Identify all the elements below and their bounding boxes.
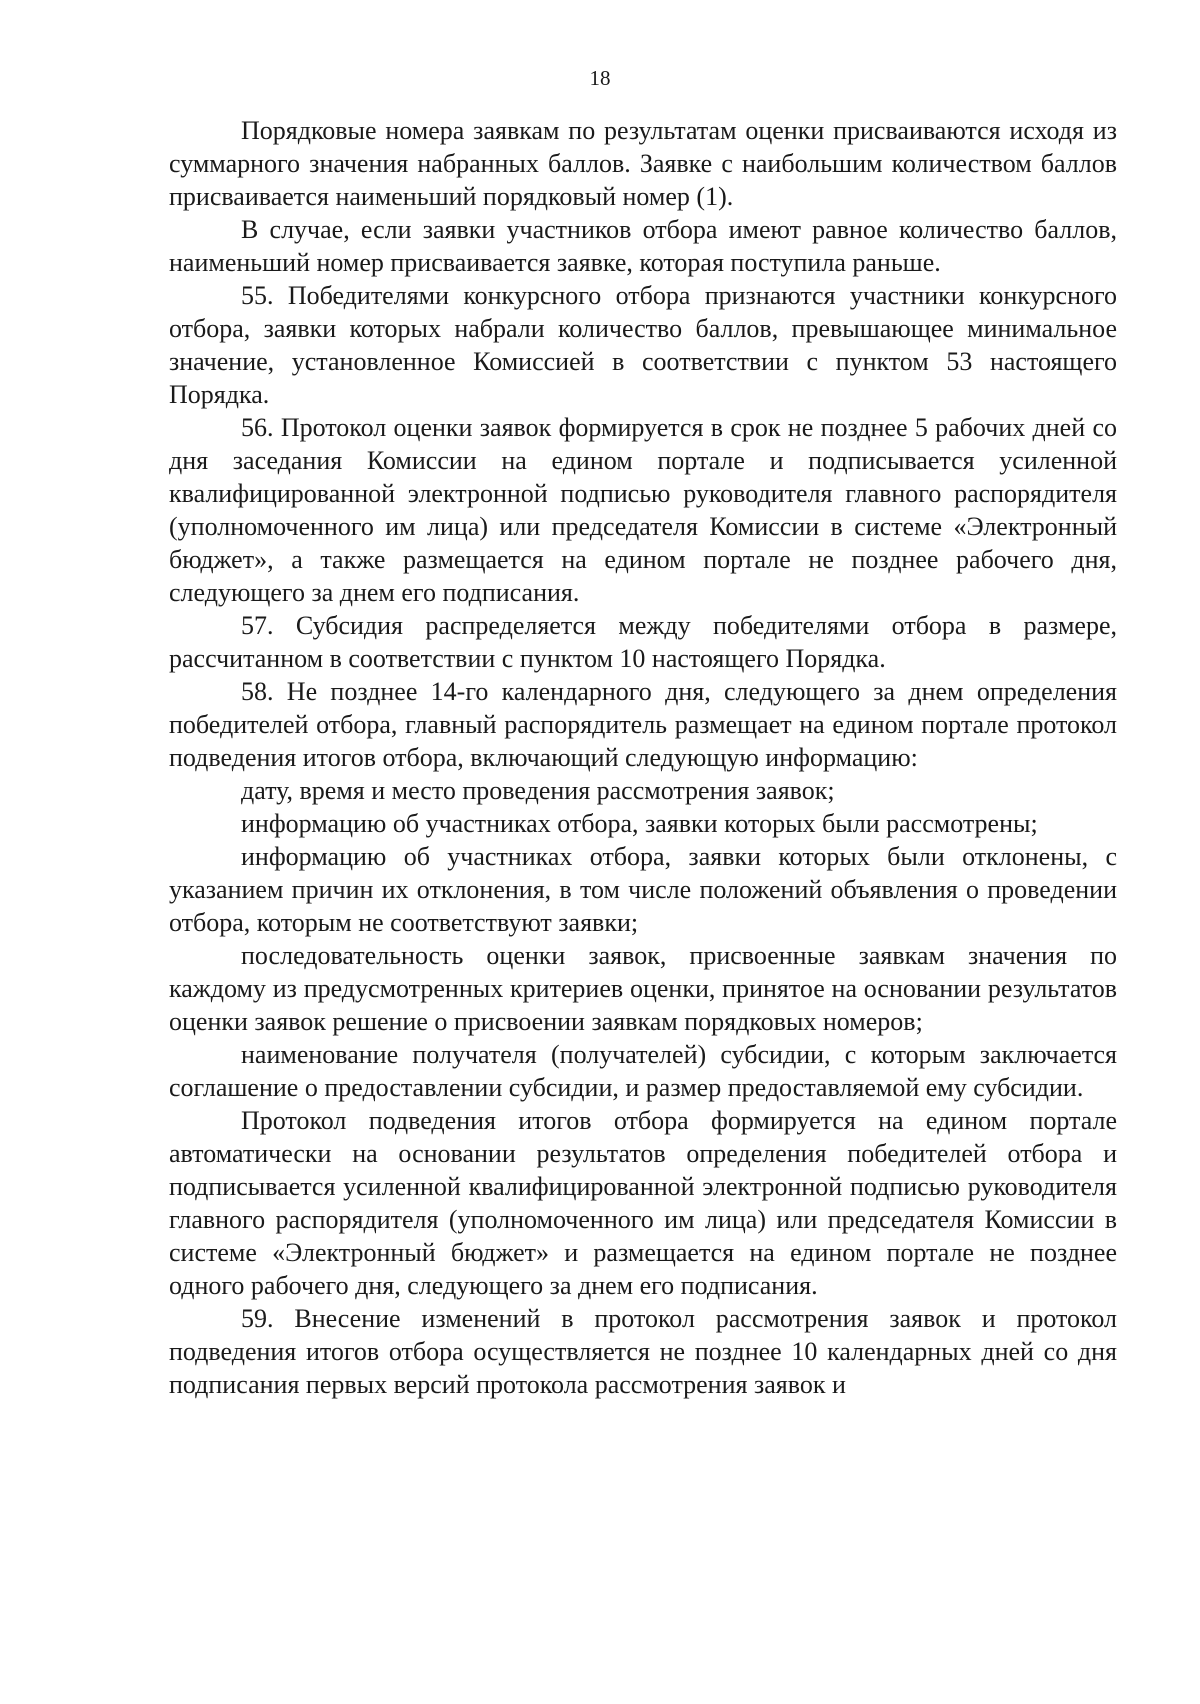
paragraph-protocol: Протокол подведения итогов отбора формируется на едином портале автоматически на основании результатов определения победителей отбора и подписывается усиленной квалифицированной электронной подписью руководителя главного распорядителя (уполномоченного им лица) или председателя Комиссии в системе «Электронный бюджет» и размещается на едином портале не позднее одного рабочего дня, следующего за днем его подписания. [169,1106,1117,1300]
list-item-evaluation: последовательность оценки заявок, присвоенные заявкам значения по каждому из предусмотренных критериев оценки, принятое на основании результатов оценки заявок решение о присвоении заявкам порядковых номеров; [169,941,1117,1036]
list-item-rejected: информацию об участниках отбора, заявки которых были отклонены, с указанием причин их отклонения, в том числе положений объявления о проведении отбора, которым не соответствуют заявки; [169,842,1117,937]
list-item-considered: информацию об участниках отбора, заявки которых были рассмотрены; [241,809,1038,838]
list-item-recipient: наименование получателя (получателей) субсидии, с которым заключается соглашение о предоставлении субсидии, и размер предоставляемой ему субсидии. [169,1040,1117,1102]
document-body [169,114,1117,1401]
paragraph-55: 55. Победителями конкурсного отбора признаются участники конкурсного отбора, заявки которых набрали количество баллов, превышающее минимальное значение, установленное Комиссией в соответствии с пунктом 53 настоящего Порядка. [169,281,1117,409]
list-item-date: дату, время и место проведения рассмотрения заявок; [241,776,835,805]
paragraph-57: 57. Субсидия распределяется между победителями отбора в размере, рассчитанном в соответствии с пунктом 10 настоящего Порядка. [169,611,1117,673]
paragraph-59: 59. Внесение изменений в протокол рассмотрения заявок и протокол подведения итогов отбора осуществляется не позднее 10 календарных дней со дня подписания первых версий протокола рассмотрения заявок и [169,1304,1117,1399]
page-number: 18 [589,66,611,90]
paragraph-58: 58. Не позднее 14-го календарного дня, следующего за днем определения победителей отбора, главный распорядитель размещает на едином портале протокол подведения итогов отбора, включающий следующую информацию: [169,677,1117,772]
paragraph-ordering: Порядковые номера заявкам по результатам оценки присваиваются исходя из суммарного значения набранных баллов. Заявке с наибольшим количеством баллов присваивается наименьший порядковый номер (1). [169,116,1117,211]
paragraph-56: 56. Протокол оценки заявок формируется в срок не позднее 5 рабочих дней со дня заседания Комиссии на едином портале и подписывается усиленной квалифицированной электронной подписью руководителя главного распорядителя (уполномоченного им лица) или председателя Комиссии в системе «Электронный бюджет», а также размещается на едином портале не позднее рабочего дня, следующего за днем его подписания. [169,413,1117,607]
paragraph-equal-score: В случае, если заявки участников отбора имеют равное количество баллов, наименьший номер присваивается заявке, которая поступила раньше. [169,215,1117,277]
